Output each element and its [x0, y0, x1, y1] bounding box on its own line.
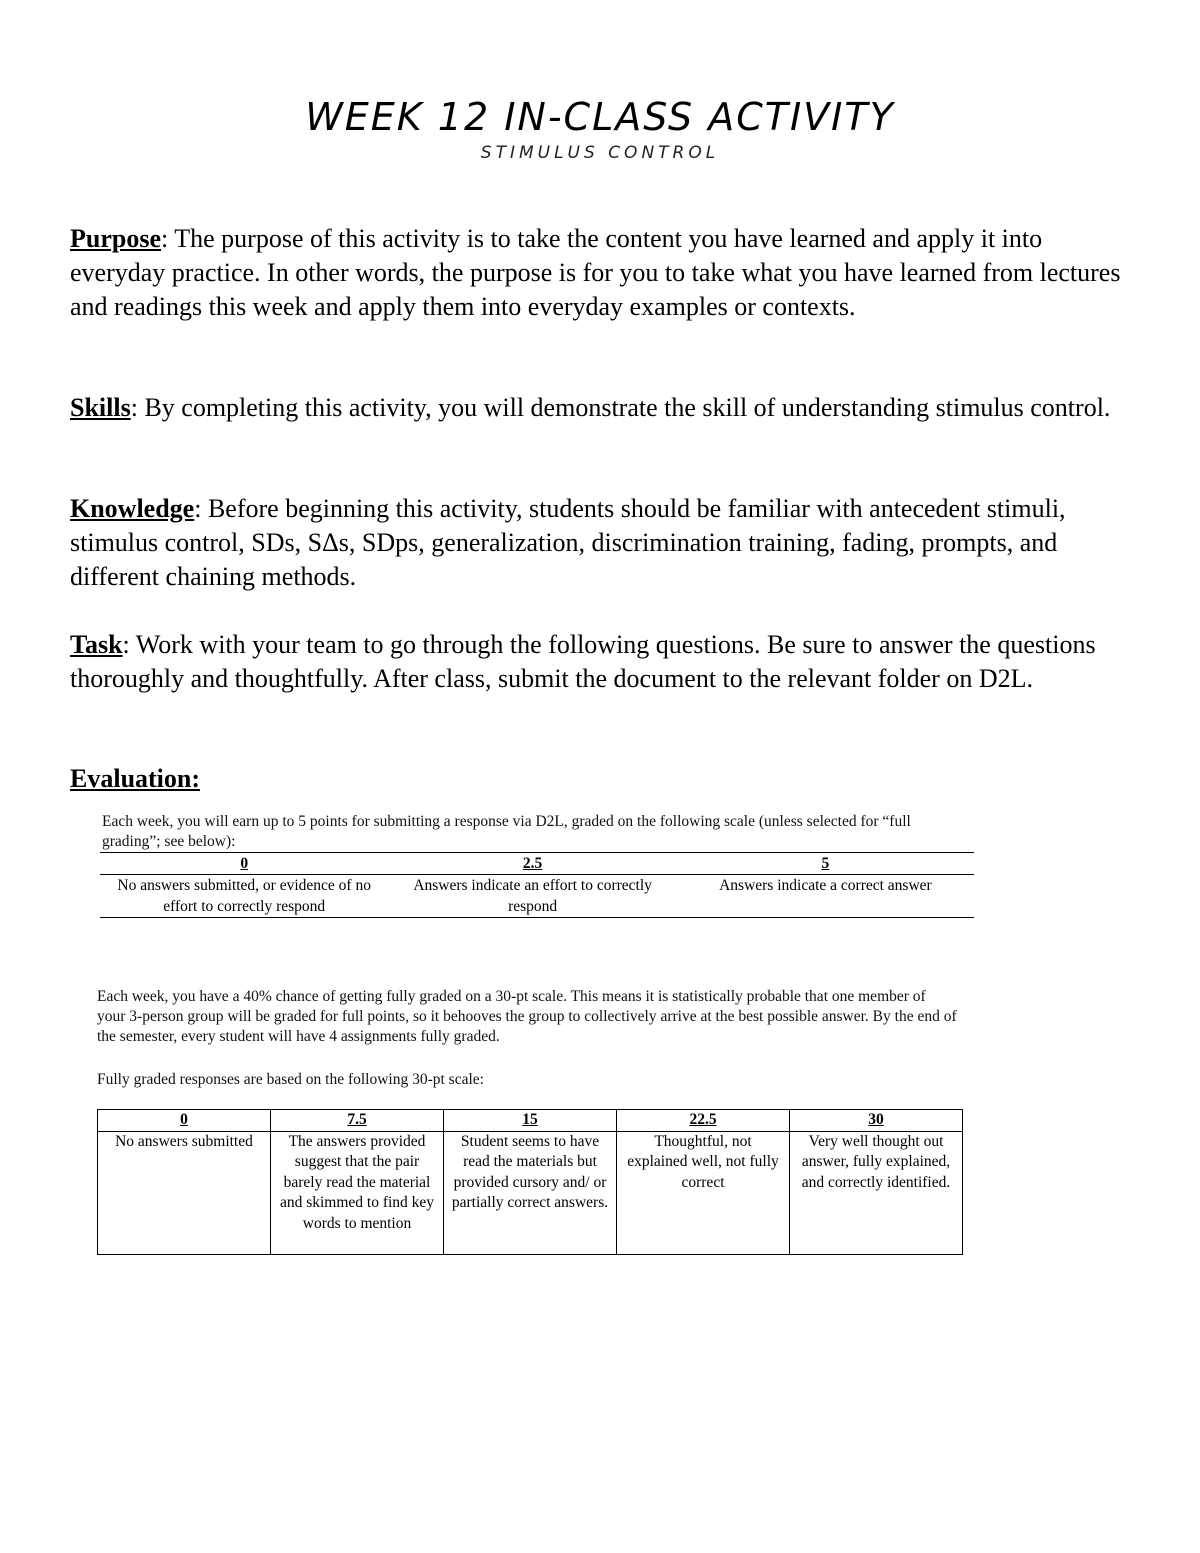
task-text: : Work with your team to go through the following questions. Be sure to answer the questions thoroughly and thoughtfully. After class, submit the document to the relevant folder on D2L.: [70, 630, 1096, 693]
task-paragraph: [70, 628, 1130, 696]
skills-label: Skills: [70, 393, 131, 422]
full-scale-desc-0: No answers submitted: [98, 1131, 271, 1254]
purpose-paragraph: [70, 222, 1130, 324]
basic-scale-desc-0: No answers submitted, or evidence of no effort to correctly respond: [100, 875, 388, 918]
page-subtitle: STIMULUS CONTROL: [480, 143, 720, 163]
basic-scale-header-5: 5: [677, 853, 974, 875]
full-grading-paragraph: Each week, you have a 40% chance of getting fully graded on a 30-pt scale. This means it is statistically probable that one member of your 3-person group will be graded for full points, so it behooves the group to collectively arrive at the best possible answer. By the end of the semester, every student will have 4 assignments fully graded.: [97, 988, 957, 1045]
full-grading-scale-table: [97, 1109, 963, 1255]
full-scale-header-15: 15: [444, 1110, 617, 1132]
full-scale-header-7-5: 7.5: [271, 1110, 444, 1132]
basic-scale-header-row: [100, 853, 974, 875]
full-scale-desc-15: Student seems to have read the materials but provided cursory and/ or partially correct answers.: [444, 1131, 617, 1254]
basic-scale-description-row: [100, 875, 974, 918]
evaluation-intro: Each week, you will earn up to 5 points for submitting a response via D2L, graded on the following scale (unless selected for “full grading”; see below):: [102, 813, 911, 850]
purpose-text: : The purpose of this activity is to take the content you have learned and apply it into everyday practice. In other words, the purpose is for you to take what you have learned from lectures and readings this week and apply them into everyday examples or contexts.: [70, 224, 1121, 321]
full-scale-intro: Fully graded responses are based on the following 30-pt scale:: [97, 1071, 484, 1088]
full-scale-desc-7-5: The answers provided suggest that the pair barely read the material and skimmed to find key words to mention: [271, 1131, 444, 1254]
evaluation-heading: Evaluation:: [70, 764, 201, 793]
skills-paragraph: [70, 391, 1130, 425]
knowledge-paragraph: [70, 492, 1130, 594]
full-scale-desc-22-5: Thoughtful, not explained well, not fully correct: [617, 1131, 790, 1254]
knowledge-text: : Before beginning this activity, students should be familiar with antecedent stimuli, stimulus control, SDs, SΔs, SDps, generalization, discrimination training, fading, prompts, and different chaining methods.: [70, 494, 1066, 591]
skills-text: : By completing this activity, you will demonstrate the skill of understanding stimulus control.: [130, 393, 1111, 422]
knowledge-label: Knowledge: [70, 494, 195, 523]
full-scale-header-22-5: 22.5: [617, 1110, 790, 1132]
full-scale-header-0: 0: [98, 1110, 271, 1132]
page-title: WEEK 12 IN-CLASS ACTIVITY: [305, 95, 895, 139]
basic-grading-scale-table: [100, 852, 974, 918]
full-scale-desc-30: Very well thought out answer, fully explained, and correctly identified.: [790, 1131, 963, 1254]
full-scale-header-30: 30: [790, 1110, 963, 1132]
basic-scale-header-2-5: 2.5: [388, 853, 676, 875]
basic-scale-header-0: 0: [100, 853, 388, 875]
task-label: Task: [70, 630, 123, 659]
basic-scale-desc-5: Answers indicate a correct answer: [677, 875, 974, 918]
purpose-label: Purpose: [70, 224, 161, 253]
basic-scale-desc-2-5: Answers indicate an effort to correctly respond: [388, 875, 676, 918]
full-scale-description-row: [98, 1131, 963, 1254]
full-scale-header-row: [98, 1110, 963, 1132]
